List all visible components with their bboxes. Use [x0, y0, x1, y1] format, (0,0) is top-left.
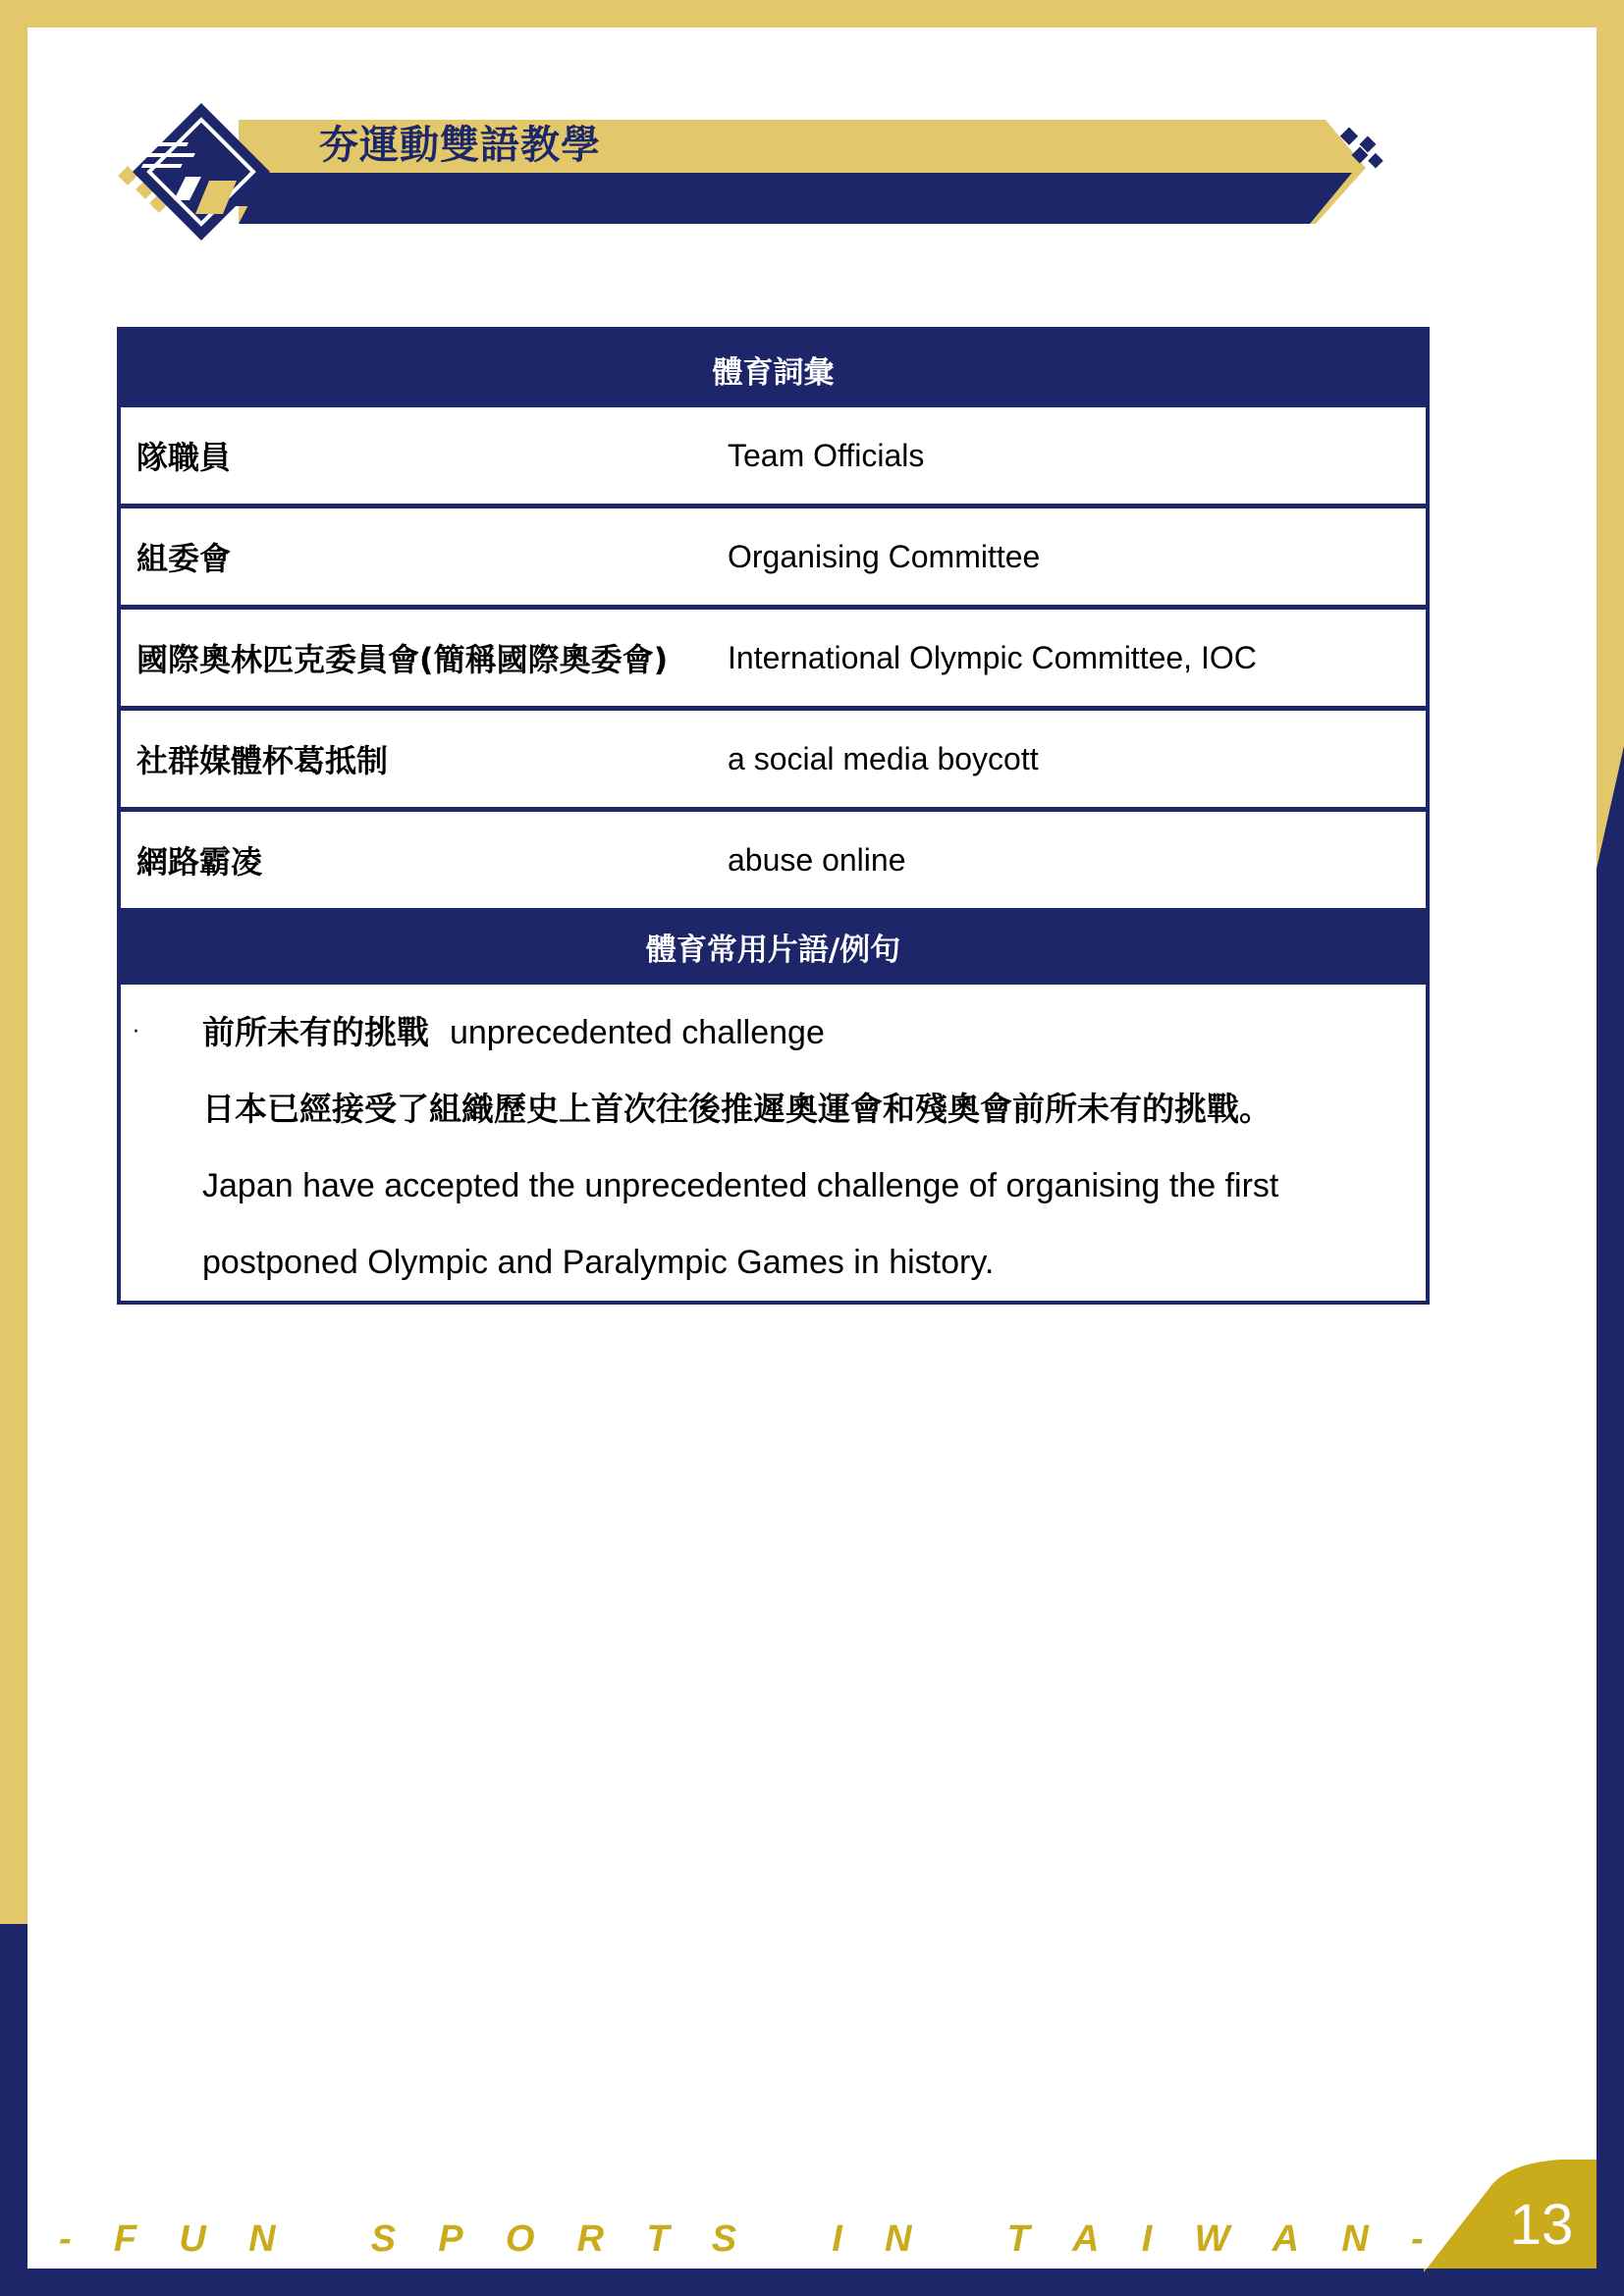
slogan-char [779, 2218, 789, 2261]
phrases-section-title: 體育常用片語/例句 [119, 908, 1428, 985]
example-zh-line [121, 1071, 1426, 1148]
slogan-char: A [1272, 2218, 1300, 2260]
table-row [119, 407, 1428, 507]
slogan-char: S [711, 2218, 737, 2260]
phrase-line [121, 994, 1426, 1071]
header-title: 夯運動雙語教學 [319, 123, 601, 168]
page-number: 13 [1509, 2193, 1574, 2257]
phrases-content [119, 985, 1428, 1303]
phrase-en: unprecedented challenge [449, 1014, 825, 1051]
phrases-row [119, 985, 1428, 1303]
term-en: abuse online [728, 841, 906, 878]
slogan-char: - [1411, 2218, 1424, 2260]
term-zh: 社群媒體杯葛抵制 [119, 709, 716, 810]
table-row [119, 507, 1428, 608]
slogan-char: N [248, 2218, 276, 2260]
slogan-char: N [1341, 2218, 1369, 2260]
slogan-char: N [885, 2218, 912, 2260]
table-row [119, 608, 1428, 709]
example-en-1: Japan have accepted the unprecedented challenge of organising the first [202, 1167, 1279, 1204]
bullet-icon: · [133, 1020, 139, 1044]
term-zh: 隊職員 [119, 407, 716, 507]
term-en: Team Officials [716, 407, 1428, 507]
slogan-char: I [832, 2218, 842, 2260]
term-zh: 組委會 [119, 507, 716, 608]
slogan-char: F [113, 2218, 137, 2260]
example-en-2: postponed Olympic and Paralympic Games in history. [202, 1244, 995, 1281]
example-zh: 日本已經接受了組織歷史上首次往後推遲奧運會和殘奧會前所未有的挑戰。 [202, 1090, 1272, 1128]
table-row [119, 709, 1428, 810]
phrase-zh: 前所未有的挑戰 [202, 1013, 429, 1051]
slogan-char [954, 2218, 965, 2261]
slogan-char: P [438, 2218, 463, 2260]
slogan-char: A [1072, 2218, 1100, 2260]
term-zh: 國際奧林匹克委員會(簡稱國際奧委會) [119, 608, 716, 709]
example-en-line-1 [121, 1148, 1426, 1224]
footer-slogan [59, 2218, 1424, 2261]
term-en: Organising Committee [716, 507, 1428, 608]
vocabulary-section-header [119, 329, 1428, 407]
slogan-char: - [59, 2218, 72, 2260]
term-en: a social media boycott [716, 709, 1428, 810]
slogan-char: W [1194, 2218, 1230, 2260]
slogan-char: I [1141, 2218, 1153, 2260]
vocabulary-table [117, 327, 1430, 1305]
slogan-char: R [576, 2218, 605, 2260]
slogan-char: T [1006, 2218, 1030, 2260]
term-en: International Olympic Committee, IOC [716, 608, 1428, 709]
slogan-char: O [505, 2218, 535, 2260]
phrases-section-header [119, 908, 1428, 985]
term-zh: 網路霸凌 [136, 843, 263, 881]
header-banner [113, 98, 1389, 245]
vocabulary-section-title: 體育詞彙 [119, 329, 1428, 407]
slogan-char: S [370, 2218, 396, 2260]
slogan-char: T [646, 2218, 670, 2260]
sports-logo-icon [113, 98, 290, 245]
table-row [119, 810, 1428, 909]
example-en-line-2 [121, 1224, 1426, 1301]
slogan-char [318, 2218, 329, 2261]
slogan-char: U [179, 2218, 206, 2260]
